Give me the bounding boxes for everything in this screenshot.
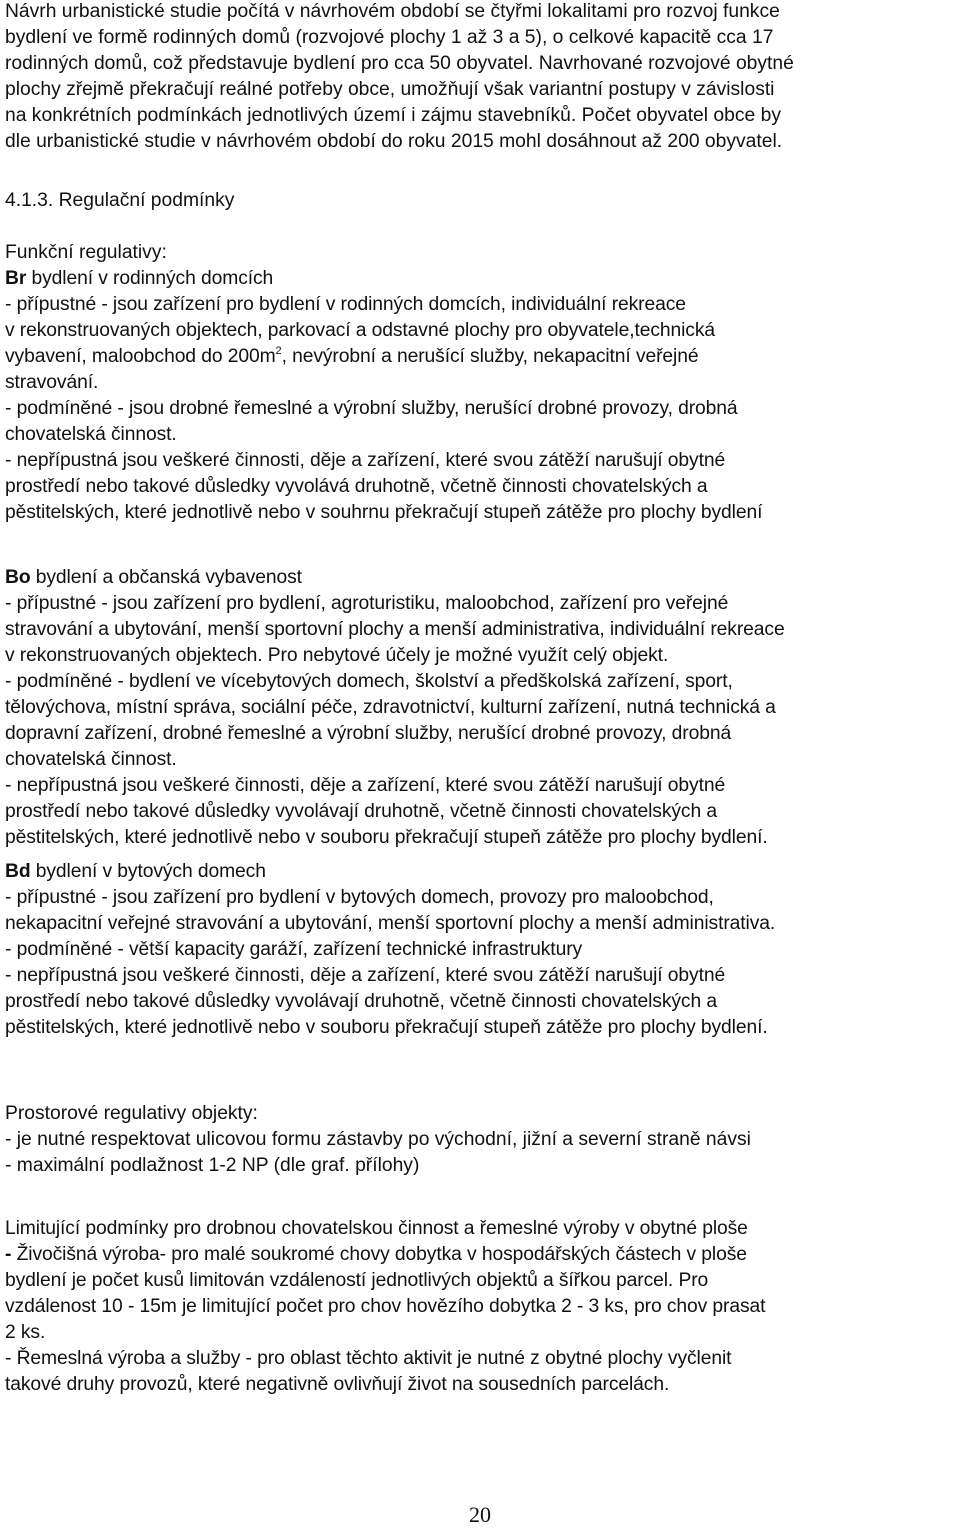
br-line: vybavení, maloobchod do $200m^2$, nevýrobní a nerušící služby, nekapacitní veřejné	[5, 345, 699, 367]
br-line: - podmíněné - jsou drobné řemeslné a výrobní služby, nerušící drobné provozy, drobná	[5, 398, 738, 419]
limits-line: bydlení je počet kusů limitován vzdáleností jednotlivých objektů a šířkou parcel. Pro	[5, 1270, 709, 1291]
intro-line: bydlení ve formě rodinných domů (rozvojové plochy 1 až 3 a 5), o celkové kapacitě cca 17	[5, 27, 774, 48]
br-block	[5, 266, 958, 526]
bo-line: prostředí nebo takové důsledky vyvolávají druhotně, včetně činnosti chovatelských a	[5, 801, 717, 822]
bd-title: Bd bydlení v bytových domech	[5, 861, 266, 882]
bo-title: Bo bydlení a občanská vybavenost	[5, 567, 302, 588]
limits-heading: Limitující podmínky pro drobnou chovatelskou činnost a řemeslné výroby v obytné ploše	[5, 1218, 748, 1239]
bd-line: prostředí nebo takové důsledky vyvolávají druhotně, včetně činnosti chovatelských a	[5, 991, 717, 1012]
intro-line: Návrh urbanistické studie počítá v návrhovém období se čtyřmi lokalitami pro rozvoj funkce	[5, 1, 780, 22]
limits-line: - Živočišná výroba- pro malé soukromé chovy dobytka v hospodářských částech v ploše	[5, 1244, 747, 1265]
br-line: stravování.	[5, 372, 99, 393]
br-line: - nepřípustná jsou veškeré činnosti, děje a zařízení, které svou zátěží narušují obytné	[5, 450, 726, 471]
spatial-heading: Prostorové regulativy objekty:	[5, 1103, 258, 1124]
br-line: pěstitelských, které jednotlivě nebo v souhrnu překračují stupeň zátěže pro plochy bydlení	[5, 502, 763, 523]
br-title: Br bydlení v rodinných domcích	[5, 268, 274, 289]
intro-line: plochy zřejmě překračují reálné potřeby obce, umožňují však variantní postupy v závislosti	[5, 79, 775, 100]
limits-line: 2 ks.	[5, 1322, 46, 1343]
bd-line: - podmíněné - větší kapacity garáží, zařízení technické infrastruktury	[5, 939, 583, 960]
intro-line: na konkrétních podmínkách jednotlivých území i zájmu stavebníků. Počet obyvatel obce by	[5, 105, 781, 126]
bo-line: - přípustné - jsou zařízení pro bydlení, agroturistiku, maloobchod, zařízení pro veřejné	[5, 593, 729, 614]
bo-line: dopravní zařízení, drobné řemeslné a výrobní služby, nerušící drobné provozy, drobná	[5, 723, 732, 744]
section-heading: 4.1.3. Regulační podmínky	[5, 190, 235, 211]
spatial-line: - je nutné respektovat ulicovou formu zástavby po východní, jižní a severní straně návsi	[5, 1129, 751, 1150]
bo-line: v rekonstruovaných objektech. Pro nebytové účely je možné využít celý objekt.	[5, 645, 669, 666]
bd-line: - přípustné - jsou zařízení pro bydlení v bytových domech, provozy pro maloobchod,	[5, 887, 714, 908]
br-line: prostředí nebo takové důsledky vyvolává druhotně, včetně činnosti chovatelských a	[5, 476, 708, 497]
bo-line: - nepřípustná jsou veškeré činnosti, děje a zařízení, které svou zátěží narušují obytné	[5, 775, 726, 796]
limits-line: - Řemeslná výroba a služby - pro oblast těchto aktivit je nutné z obytné plochy vyčlenit	[5, 1348, 732, 1369]
bd-line: - nepřípustná jsou veškeré činnosti, děje a zařízení, které svou zátěží narušují obytné	[5, 965, 726, 986]
br-line: - přípustné - jsou zařízení pro bydlení v rodinných domcích, individuální rekreace	[5, 294, 686, 315]
bd-block	[5, 859, 958, 1041]
br-line: chovatelská činnost.	[5, 424, 177, 445]
functional-regulations-heading: Funkční regulativy:	[5, 242, 167, 263]
superscript: 2	[275, 345, 282, 357]
br-code: Br	[5, 268, 27, 289]
limits-line: vzdálenost 10 - 15m je limitující počet pro chov hovězího dobytka 2 - 3 ks, pro chov prasat	[5, 1296, 766, 1317]
bo-block	[5, 565, 958, 851]
bo-line: chovatelská činnost.	[5, 749, 177, 770]
limits-block	[5, 1216, 958, 1398]
bo-line: pěstitelských, které jednotlivě nebo v souboru překračují stupeň zátěže pro plochy bydlení.	[5, 827, 768, 848]
bo-code: Bo	[5, 567, 31, 588]
intro-paragraph	[5, 0, 958, 155]
bo-line: - podmíněné - bydlení ve vícebytových domech, školství a předškolská zařízení, sport,	[5, 671, 733, 692]
intro-line: dle urbanistické studie v návrhovém období do roku 2015 mohl dosáhnout až 200 obyvatel.	[5, 131, 783, 152]
page-number: 20	[469, 1502, 491, 1527]
bo-line: tělovýchova, místní správa, sociální péče, zdravotnictví, kulturní zařízení, nutná technická a	[5, 697, 776, 718]
bd-line: pěstitelských, které jednotlivě nebo v souboru překračují stupeň zátěže pro plochy bydlení.	[5, 1017, 768, 1038]
limits-line: takové druhy provozů, které negativně ovlivňují život na sousedních parcelách.	[5, 1374, 670, 1395]
bd-code: Bd	[5, 861, 31, 882]
spatial-regulations	[5, 1101, 958, 1179]
spatial-line: - maximální podlažnost 1-2 NP (dle graf. přílohy)	[5, 1155, 420, 1176]
intro-line: rodinných domů, což představuje bydlení pro cca 50 obyvatel. Navrhované rozvojové obytné	[5, 53, 794, 74]
bo-line: stravování a ubytování, menší sportovní plochy a menší administrativa, individuální rekreace	[5, 619, 785, 640]
bd-line: nekapacitní veřejné stravování a ubytování, menší sportovní plochy a menší administrativa.	[5, 913, 776, 934]
br-line: v rekonstruovaných objektech, parkovací a odstavné plochy pro obyvatele,technická	[5, 320, 716, 341]
